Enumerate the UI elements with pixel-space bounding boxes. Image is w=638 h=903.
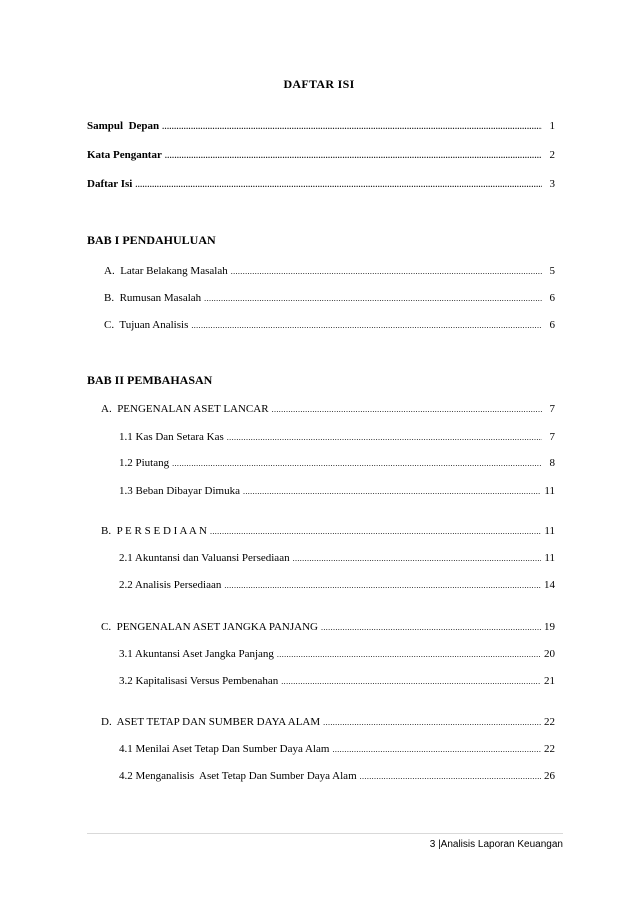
toc-entry-kata-pengantar[interactable] xyxy=(87,148,555,163)
toc-entry-label: 3.2 Kapitalisasi Versus Pembenahan xyxy=(119,675,279,687)
toc-entry-label: A. PENGENALAN ASET LANCAR xyxy=(101,403,269,415)
toc-entry-page: 7 xyxy=(549,431,555,443)
toc-entry-rumusan-masalah[interactable] xyxy=(104,291,555,306)
toc-entry-page: 22 xyxy=(544,716,555,728)
toc-subentry-menilai-aset[interactable] xyxy=(119,742,555,757)
toc-section-d[interactable] xyxy=(101,715,555,730)
leader-dots xyxy=(293,552,542,566)
toc-entry-page: 22 xyxy=(544,743,555,755)
toc-subentry-menganalisis-aset[interactable] xyxy=(119,769,555,784)
toc-section-b[interactable] xyxy=(101,524,555,539)
toc-entry-label: 1.2 Piutang xyxy=(119,457,170,469)
toc-subentry-akuntansi-persediaan[interactable] xyxy=(119,551,555,566)
leader-dots xyxy=(224,579,541,593)
toc-entry-page: 6 xyxy=(549,319,555,331)
toc-entry-page: 6 xyxy=(549,292,555,304)
toc-entry-page: 3 xyxy=(549,178,555,190)
toc-entry-label: 2.1 Akuntansi dan Valuansi Persediaan xyxy=(119,552,290,564)
leader-dots xyxy=(272,403,542,417)
chapter-heading-bab2: BAB II PEMBAHASAN xyxy=(87,373,213,387)
toc-entry-label: 4.1 Menilai Aset Tetap Dan Sumber Daya Alam xyxy=(119,743,330,755)
toc-entry-page: 14 xyxy=(544,579,555,591)
leader-dots xyxy=(172,457,542,471)
toc-entry-page: 20 xyxy=(544,648,555,660)
toc-entry-label: Kata Pengantar xyxy=(87,149,162,161)
leader-dots xyxy=(332,743,541,757)
toc-entry-label: Sampul Depan xyxy=(87,120,160,132)
leader-dots xyxy=(277,648,541,662)
leader-dots xyxy=(210,525,541,539)
toc-subentry-akuntansi-aset[interactable] xyxy=(119,647,555,662)
toc-entry-daftar-isi[interactable] xyxy=(87,177,555,192)
toc-entry-page: 1 xyxy=(549,120,555,132)
toc-section-a[interactable] xyxy=(101,402,555,417)
toc-entry-label: Daftar Isi xyxy=(87,178,133,190)
toc-entry-page: 11 xyxy=(544,485,555,497)
leader-dots xyxy=(204,292,542,306)
toc-entry-label: D. ASET TETAP DAN SUMBER DAYA ALAM xyxy=(101,716,321,728)
leader-dots xyxy=(281,675,541,689)
toc-entry-sampul[interactable] xyxy=(87,119,555,134)
toc-entry-tujuan-analisis[interactable] xyxy=(104,318,555,333)
leader-dots xyxy=(165,149,542,163)
leader-dots xyxy=(231,265,542,279)
page-footer: 3 |Analisis Laporan Keuangan xyxy=(429,839,563,850)
toc-entry-label: 1.1 Kas Dan Setara Kas xyxy=(119,431,224,443)
toc-entry-page: 2 xyxy=(549,149,555,161)
leader-dots xyxy=(162,120,542,134)
toc-entry-page: 5 xyxy=(549,265,555,277)
toc-section-c[interactable] xyxy=(101,620,555,635)
leader-dots xyxy=(243,485,541,499)
leader-dots xyxy=(135,178,542,192)
toc-entry-label: 2.2 Analisis Persediaan xyxy=(119,579,222,591)
toc-entry-label: A. Latar Belakang Masalah xyxy=(104,265,228,277)
leader-dots xyxy=(360,770,541,784)
toc-entry-page: 26 xyxy=(544,770,555,782)
toc-entry-page: 21 xyxy=(544,675,555,687)
toc-subentry-piutang[interactable] xyxy=(119,456,555,471)
leader-dots xyxy=(323,716,541,730)
toc-entry-label: 4.2 Menganalisis Aset Tetap Dan Sumber Daya Alam xyxy=(119,770,357,782)
page-title: DAFTAR ISI xyxy=(283,77,355,91)
toc-entry-label: 3.1 Akuntansi Aset Jangka Panjang xyxy=(119,648,274,660)
toc-entry-label: C. PENGENALAN ASET JANGKA PANJANG xyxy=(101,621,318,633)
leader-dots xyxy=(227,431,542,445)
toc-subentry-kas[interactable] xyxy=(119,430,555,445)
toc-entry-latar-belakang[interactable] xyxy=(104,264,555,279)
toc-entry-label: 1.3 Beban Dibayar Dimuka xyxy=(119,485,240,497)
toc-entry-page: 11 xyxy=(544,552,555,564)
toc-subentry-beban-dibayar[interactable] xyxy=(119,484,555,499)
toc-entry-page: 11 xyxy=(544,525,555,537)
toc-entry-page: 7 xyxy=(549,403,555,415)
leader-dots xyxy=(321,621,541,635)
toc-entry-page: 19 xyxy=(544,621,555,633)
toc-entry-label: C. Tujuan Analisis xyxy=(104,319,189,331)
toc-entry-page: 8 xyxy=(549,457,555,469)
toc-subentry-analisis-persediaan[interactable] xyxy=(119,578,555,593)
chapter-heading-bab1: BAB I PENDAHULUAN xyxy=(87,233,216,247)
leader-dots xyxy=(191,319,542,333)
toc-entry-label: B. P E R S E D I A A N xyxy=(101,525,207,537)
toc-entry-label: B. Rumusan Masalah xyxy=(104,292,202,304)
footer-divider xyxy=(87,833,563,834)
toc-subentry-kapitalisasi[interactable] xyxy=(119,674,555,689)
